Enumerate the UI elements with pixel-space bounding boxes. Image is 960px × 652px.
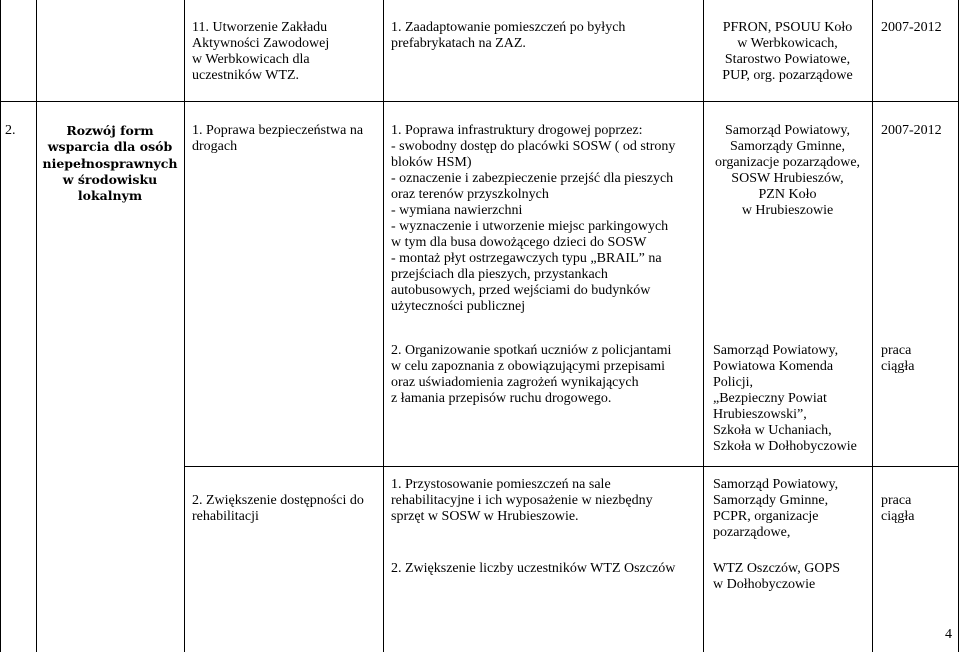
r4-responsible: Samorząd Powiatowy, Samorządy Gminne, PCPR, organizacje pozarządowe, — [713, 477, 839, 540]
page-number: 4 — [945, 627, 952, 642]
table-divider-5 — [872, 0, 873, 652]
table-divider-4 — [703, 0, 704, 652]
r2-responsible: Samorząd Powiatowy, Samorządy Gminne, organizacje pozarządowe, SOSW Hrubieszów, PZN Koło w Hrubieszowie — [714, 123, 861, 218]
r3-period: praca ciągła — [881, 343, 915, 374]
r2-period: 2007-2012 — [881, 123, 942, 138]
r5-task: 2. Zwiększenie liczby uczestników WTZ Oszczów — [391, 561, 676, 576]
r1-activity: 11. Utworzenie Zakładu Aktywności Zawodowej w Werbkowicach dla uczestników WTZ. — [192, 20, 330, 83]
table-border-right — [958, 0, 959, 652]
r4-activity: 2. Zwiększenie dostępności do rehabilitacji — [192, 493, 364, 524]
r2-number: 2. — [5, 123, 16, 138]
r2-activity: 1. Poprawa bezpieczeństwa na drogach — [192, 123, 364, 154]
r1-task: 1. Zaadaptowanie pomieszczeń po byłych prefabrykatach na ZAZ. — [391, 20, 626, 51]
r2-task: 1. Poprawa infrastruktury drogowej poprzez: - swobodny dostęp do placówki SOSW ( od strony bloków HSM) - oznaczenie i zabezpieczenie przejść dla pieszych oraz terenów przyszkolnych - wymiana nawierzchni - wyznaczenie i utworzenie miejsc parkingowych w tym dla busa dowożącego dzieci do SOSW - montaż płyt ostrzegawczych typu „BRAIL” na przejściach dla pieszych, przystankach autobusowych, przed wejściami do budynków użyteczności publicznej — [391, 123, 676, 314]
row-divider-1 — [0, 101, 959, 102]
table-border-left — [0, 0, 1, 652]
r3-task: 2. Organizowanie spotkań uczniów z policjantami w celu zapoznania z obowiązującymi przepisami oraz uświadomienia zagrożeń wynikających z łamania przepisów ruchu drogowego. — [391, 343, 672, 406]
r3-responsible: Samorząd Powiatowy, Powiatowa Komenda Policji, „Bezpieczny Powiat Hrubieszowski”, Szkoła w Uchaniach, Szkoła w Dołhobyczowie — [713, 343, 857, 454]
r1-responsible: PFRON, PSOUU Koło w Werbkowicach, Starostwo Powiatowe, PUP, org. pozarządowe — [722, 20, 853, 83]
r4-task: 1. Przystosowanie pomieszczeń na sale rehabilitacyjne i ich wyposażenie w niezbędny sprzęt w SOSW w Hrubieszowie. — [391, 477, 653, 524]
r4-period: praca ciągła — [881, 493, 915, 524]
r1-period: 2007-2012 — [881, 20, 942, 35]
row-divider-2 — [184, 466, 959, 467]
table-divider-2 — [184, 0, 185, 652]
table-divider-3 — [383, 0, 384, 652]
table-divider-1 — [36, 0, 37, 652]
r5-responsible: WTZ Oszczów, GOPS w Dołhobyczowie — [713, 561, 841, 592]
r2-area-title: Rozwój form wsparcia dla osób niepełnosprawnych w środowisku lokalnym — [42, 123, 178, 204]
